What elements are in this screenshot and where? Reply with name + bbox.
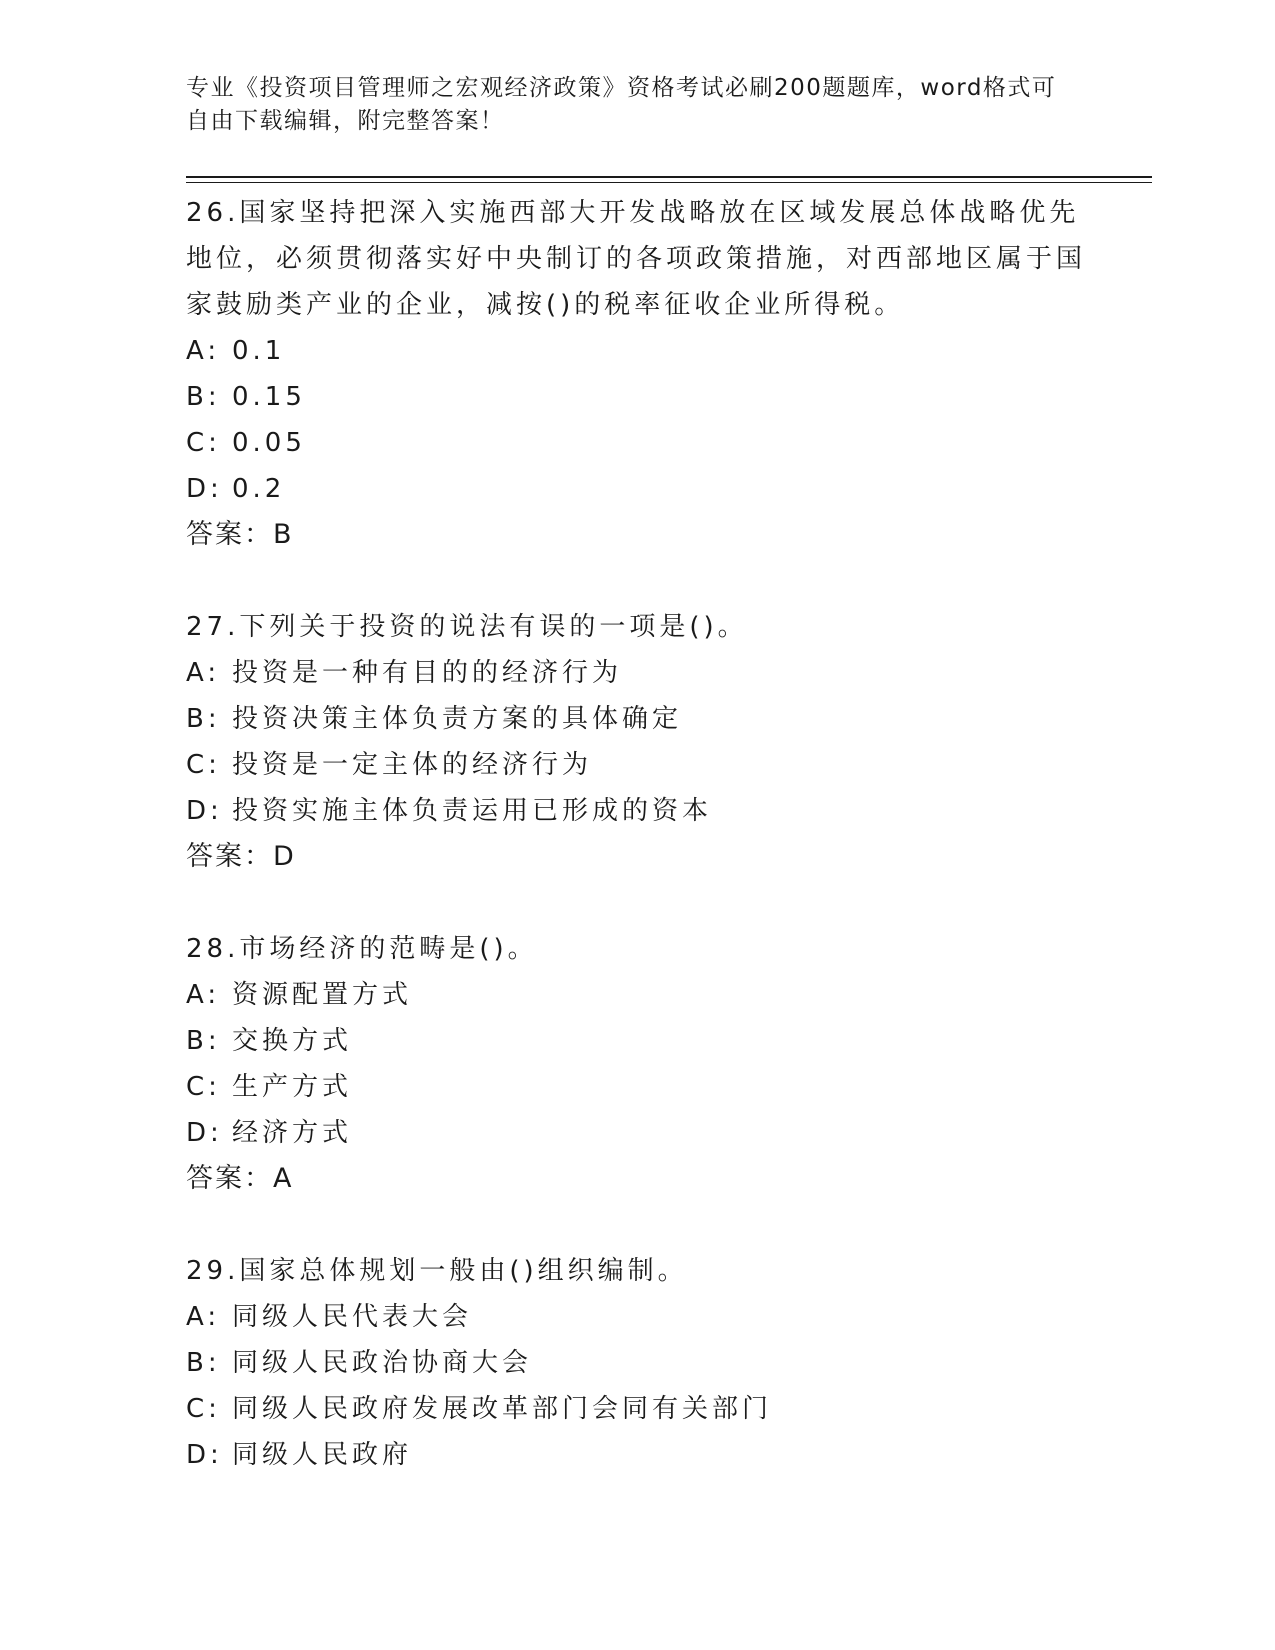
option-label: B: (186, 382, 221, 412)
option-text: 0.15 (232, 382, 306, 412)
option-label: A: (186, 1302, 221, 1332)
option-c (186, 1386, 1086, 1432)
option-text: 同级人民政府发展改革部门会同有关部门 (232, 1394, 773, 1424)
header-divider-thin (186, 182, 1152, 183)
option-label: B: (186, 1026, 221, 1056)
option-b (186, 1018, 1086, 1064)
option-c (186, 1064, 1086, 1110)
option-d (186, 466, 1086, 512)
question-stem: 26.国家坚持把深入实施西部大开发战略放在区域发展总体战略优先地位，必须贯彻落实好中央制订的各项政策措施，对西部地区属于国家鼓励类产业的企业，减按()的税率征收企业所得税。 (186, 198, 1087, 320)
option-text: 0.05 (232, 428, 306, 458)
option-label: D: (186, 474, 223, 504)
option-d (186, 1432, 1086, 1478)
question-29 (186, 1248, 1086, 1478)
question-stem: 27.下列关于投资的说法有误的一项是()。 (186, 612, 748, 642)
question-28 (186, 926, 1086, 1202)
option-b (186, 374, 1086, 420)
option-c (186, 742, 1086, 788)
answer: 答案：B (186, 519, 294, 550)
option-a (186, 1294, 1086, 1340)
option-label: C: (186, 1072, 221, 1102)
option-b (186, 696, 1086, 742)
answer: 答案：A (186, 1163, 294, 1194)
option-label: D: (186, 796, 223, 826)
option-label: C: (186, 428, 221, 458)
option-d (186, 1110, 1086, 1156)
option-text: 投资是一种有目的的经济行为 (232, 658, 623, 688)
document-header (186, 72, 1066, 138)
option-text: 同级人民政府 (232, 1440, 413, 1470)
option-text: 投资决策主体负责方案的具体确定 (232, 704, 683, 734)
option-label: D: (186, 1440, 223, 1470)
header-divider-thick (186, 176, 1152, 178)
option-text: 同级人民代表大会 (232, 1302, 473, 1332)
option-d (186, 788, 1086, 834)
header-line-1: 专业《投资项目管理师之宏观经济政策》资格考试必刷200题题库，word格式可 (186, 75, 1057, 101)
option-text: 投资是一定主体的经济行为 (232, 750, 593, 780)
option-c (186, 420, 1086, 466)
question-list (186, 190, 1086, 1524)
option-label: D: (186, 1118, 223, 1148)
option-label: A: (186, 980, 221, 1010)
answer: 答案：D (186, 841, 296, 872)
option-label: C: (186, 1394, 221, 1424)
option-text: 0.2 (232, 474, 286, 504)
option-a (186, 650, 1086, 696)
option-a (186, 328, 1086, 374)
option-b (186, 1340, 1086, 1386)
question-stem: 29.国家总体规划一般由()组织编制。 (186, 1256, 688, 1286)
option-text: 同级人民政治协商大会 (232, 1348, 533, 1378)
option-text: 交换方式 (232, 1026, 353, 1056)
question-26 (186, 190, 1086, 558)
option-label: B: (186, 704, 221, 734)
option-a (186, 972, 1086, 1018)
option-text: 生产方式 (232, 1072, 353, 1102)
option-label: A: (186, 658, 221, 688)
option-text: 投资实施主体负责运用已形成的资本 (232, 796, 713, 826)
header-line-2: 自由下载编辑，附完整答案！ (186, 108, 505, 134)
option-text: 资源配置方式 (232, 980, 413, 1010)
option-label: A: (186, 336, 221, 366)
option-label: B: (186, 1348, 221, 1378)
question-stem: 28.市场经济的范畴是()。 (186, 934, 538, 964)
option-label: C: (186, 750, 221, 780)
option-text: 经济方式 (232, 1118, 353, 1148)
question-27 (186, 604, 1086, 880)
option-text: 0.1 (232, 336, 286, 366)
